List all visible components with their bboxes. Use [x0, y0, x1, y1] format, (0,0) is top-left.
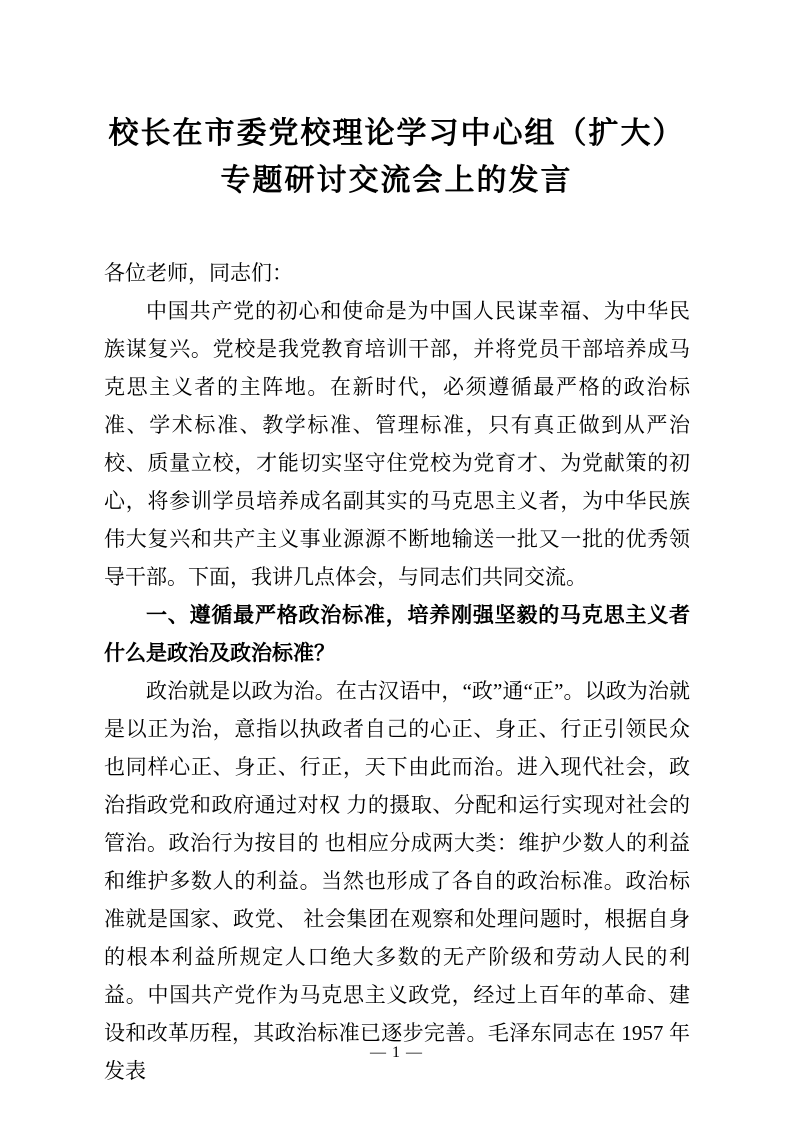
paragraph-politics: 政治就是以政为治。在古汉语中，“政”通“正”。以政为治就是以正为治，意指以执政者自己的心正、身正、行正引领民众也同样心正、身正、行正，天下由此而治。进入现代社会，政治指政党和政府通过对权 力的摄取、分配和运行实现对社会的管治。政治行为按目的 也相应分成两大类：维护少数人的利益和维护多数人的利益。当然也形成了各自的政治标准。政治标准就是国家、政党、 社会集团在观察和处理问题时，根据自身的根本利益所规定人口绝大多数的无产阶级和劳动人民的利益。中国共产党作为马克思主义政党，经过上百年的革命、建设和改革历程，其政治标准已逐步完善。毛泽东同志在 1957 年发表 — [104, 679, 690, 1083]
document-title-line-2: 专题研讨交流会上的发言 — [220, 164, 573, 197]
section-heading-1: 一、遵循最严格政治标准，培养刚强坚毅的马克思主义者什么是政治及政治标准？ — [104, 603, 690, 665]
document-title-line-1: 校长在市委党校理论学习中心组（扩大） — [108, 117, 685, 150]
paragraph-intro: 中国共产党的初心和使命是为中国人民谋幸福、为中华民族谋复兴。党校是我党教育培训干部，并将党员干部培养成马克思主义者的主阵地。在新时代，必须遵循最严格的政治标准、学术标准、教学标准、管理标准，只有真正做到从严治校、质量立校，才能切实坚守住党校为党育才、为党献策的初心，将参训学员培养成名副其实的马克思主义者，为中华民族伟大复兴和共产主义事业源源不断地输送一批又一批的优秀领导干部。下面，我讲几点体会，与同志们共同交流。 — [104, 299, 690, 589]
page-number: — 1 — — [370, 1044, 423, 1061]
document-title — [0, 0, 793, 204]
salutation: 各位老师，同志们： — [104, 261, 293, 285]
document-body — [104, 254, 690, 1090]
page-footer — [0, 1044, 793, 1062]
